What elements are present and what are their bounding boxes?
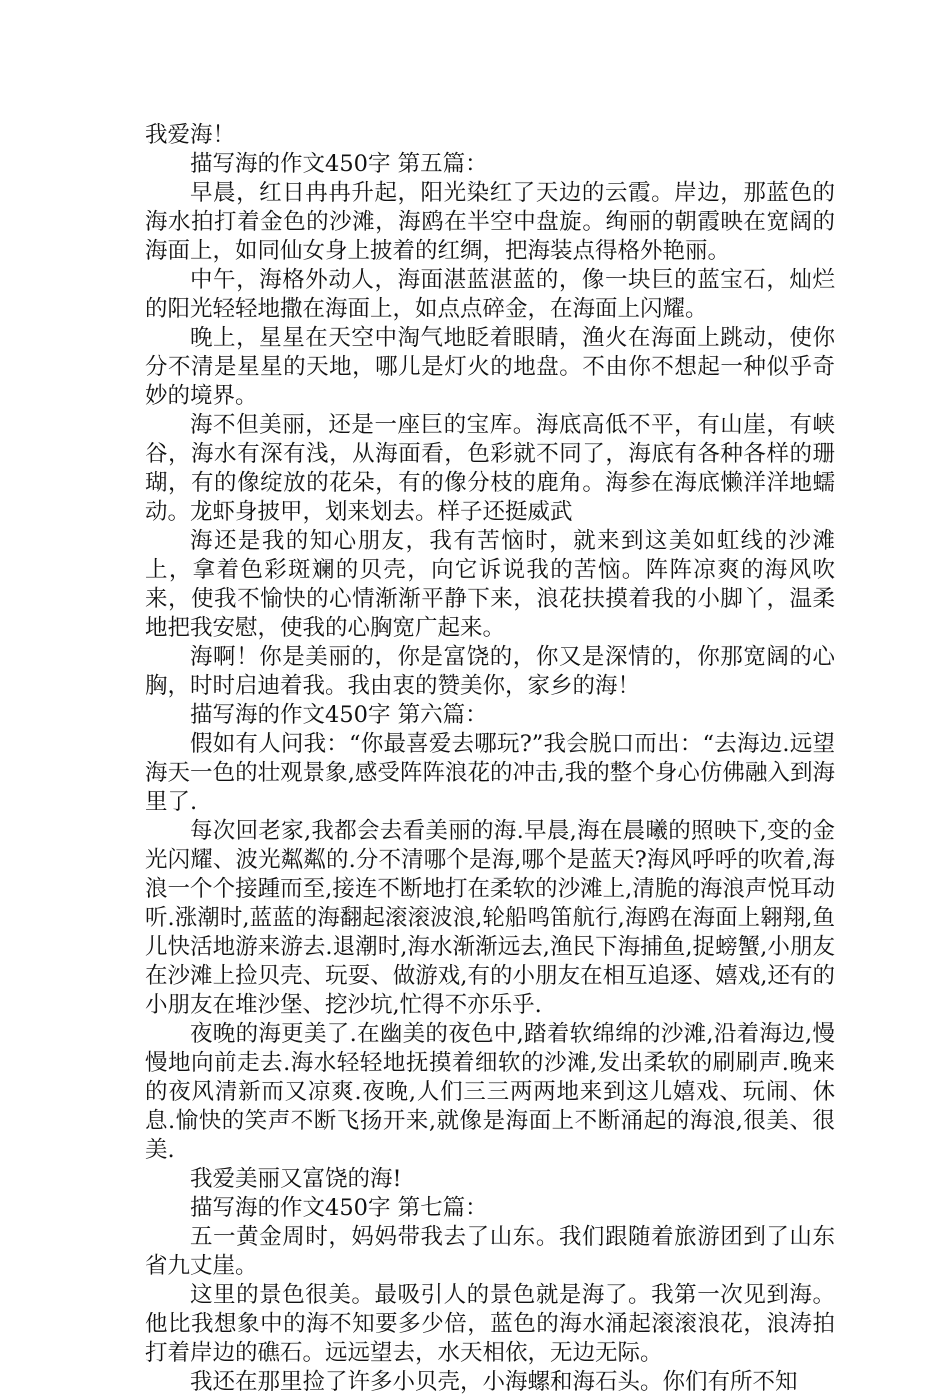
essay-heading-5: 描写海的作文450字 第五篇： — [190, 151, 488, 177]
paragraph: 我还在那里捡了许多小贝壳，小海螺和海石头。你们有所不知 — [190, 1369, 798, 1395]
paragraph: 我爱美丽又富饶的海! — [190, 1166, 402, 1192]
essay-heading-6: 描写海的作文450字 第六篇： — [190, 702, 488, 728]
paragraph: 海不但美丽，还是一座巨的宝库。海底高低不平，有山崖，有峡谷，海水有深有浅，从海面看，色彩就不同了，海底有各种各样的珊瑚，有的像绽放的花朵，有的像分枝的鹿角。海参在海底懒洋洋地蠕动。龙虾身披甲，划来划去。样子还挺威武 — [145, 412, 835, 525]
paragraph: 五一黄金周时，妈妈带我去了山东。我们跟随着旅游团到了山东省九丈崖。 — [145, 1224, 835, 1279]
paragraph: 海还是我的知心朋友，我有苦恼时，就来到这美如虹线的沙滩上，拿着色彩斑斓的贝壳，向它诉说我的苦恼。阵阵凉爽的海风吹来，使我不愉快的心情渐渐平静下来，浪花扶摸着我的小脚丫，温柔地把我安慰，使我的心胸宽广起来。 — [145, 528, 835, 641]
paragraph: 中午，海格外动人，海面湛蓝湛蓝的，像一块巨的蓝宝石，灿烂的阳光轻轻地撒在海面上，如点点碎金，在海面上闪耀。 — [145, 267, 835, 322]
paragraph: 夜晚的海更美了.在幽美的夜色中,踏着软绵绵的沙滩,沿着海边,慢慢地向前走去.海水轻轻地抚摸着细软的沙滩,发出柔软的刷刷声.晚来的夜风清新而又凉爽.夜晚,人们三三两两地来到这儿嬉戏、玩闹、休息.愉快的笑声不断飞扬开来,就像是海面上不断涌起的海浪,很美、很美. — [145, 1021, 835, 1163]
paragraph: 每次回老家,我都会去看美丽的海.早晨,海在晨曦的照映下,变的金光闪耀、波光粼粼的.分不清哪个是海,哪个是蓝天?海风呼呼的吹着,海浪一个个接踵而至,接连不断地打在柔软的沙滩上,清脆的海浪声悦耳动听.涨潮时,蓝蓝的海翻起滚滚波浪,轮船鸣笛航行,海鸥在海面上翱翔,鱼儿快活地游来游去.退潮时,海水渐渐远去,渔民下海捕鱼,捉螃蟹,小朋友在沙滩上捡贝壳、玩耍、做游戏,有的小朋友在相互追逐、嬉戏,还有的小朋友在堆沙堡、挖沙坑,忙得不亦乐乎. — [145, 818, 835, 1018]
paragraph: 早晨，红日冉冉升起，阳光染红了天边的云霞。岸边，那蓝色的海水拍打着金色的沙滩，海鸥在半空中盘旋。绚丽的朝霞映在宽阔的海面上，如同仙女身上披着的红绸，把海装点得格外艳丽。 — [145, 180, 835, 264]
paragraph: 晚上，星星在天空中淘气地眨着眼睛，渔火在海面上跳动，使你分不清是星星的天地，哪儿是灯火的地盘。不由你不想起一种似乎奇妙的境界。 — [145, 325, 835, 409]
paragraph: 海啊！你是美丽的，你是富饶的，你又是深情的，你那宽阔的心胸，时时启迪着我。我由衷的赞美你，家乡的海！ — [145, 644, 835, 699]
paragraph: 假如有人问我：“你最喜爱去哪玩?”我会脱口而出：“去海边.远望海天一色的壮观景象,感受阵阵浪花的冲击,我的整个身心仿佛融入到海里了. — [145, 731, 835, 815]
paragraph: 这里的景色很美。最吸引人的景色就是海了。我第一次见到海。他比我想象中的海不知要多少倍，蓝色的海水涌起滚滚浪花，浪涛拍打着岸边的礁石。远远望去，水天相依，无边无际。 — [145, 1282, 835, 1366]
closing-line: 我爱海！ — [145, 122, 236, 148]
document-page — [145, 121, 835, 1397]
essay-heading-7: 描写海的作文450字 第七篇： — [190, 1195, 488, 1221]
